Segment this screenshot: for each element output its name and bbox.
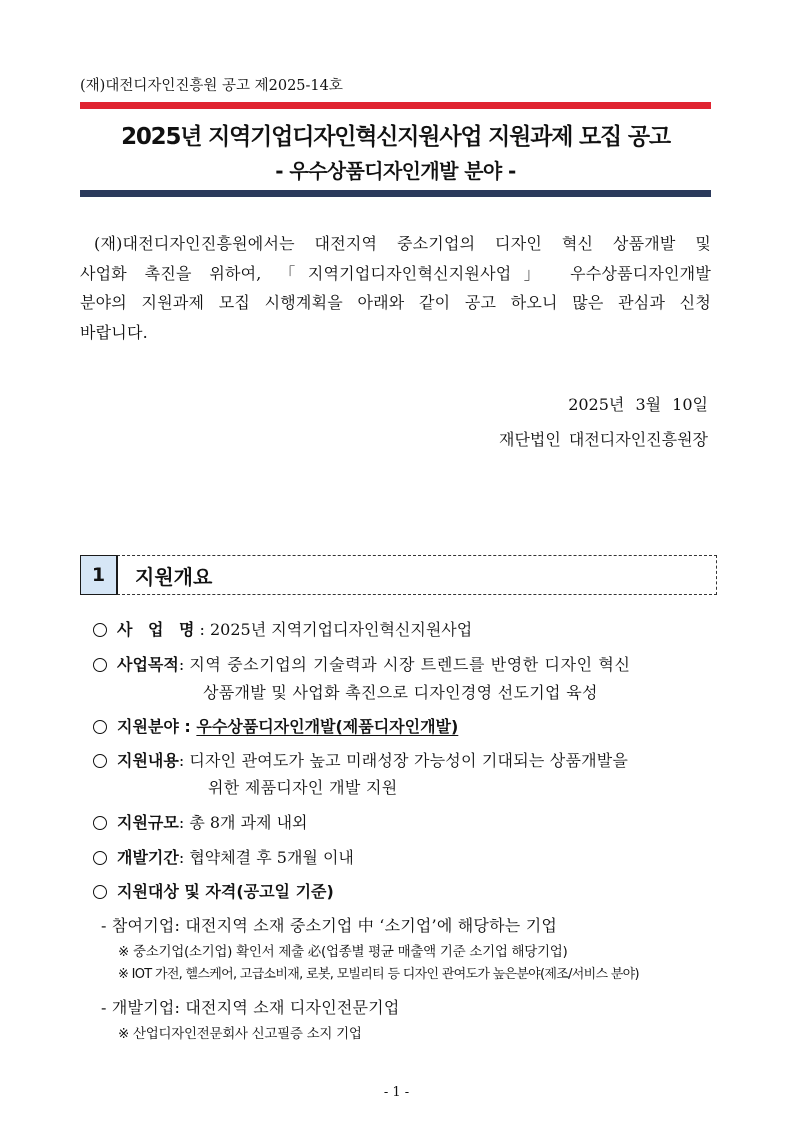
item-separator: : xyxy=(178,717,197,736)
eligibility-note: ※ 산업디자인전문회사 신고필증 소지 기업 xyxy=(118,1026,362,1042)
item-text: 총 8개 과제 내외 xyxy=(189,813,308,832)
item-label: 지원분야 xyxy=(117,717,179,736)
circle-bullet-icon xyxy=(93,720,107,734)
item-text: 디자인 관여도가 높고 미래성장 가능성이 기대되는 상품개발을 xyxy=(189,751,629,770)
issuing-organization: 재단법인 대전디자인진흥원장 xyxy=(498,430,708,449)
document-subtitle: - 우수상품디자인개발 분야 - xyxy=(275,159,516,183)
item-text: 지역 중소기업의 기술력과 시장 트렌드를 반영한 디자인 혁신 xyxy=(189,655,631,674)
item-text: 협약체결 후 5개월 이내 xyxy=(189,848,354,867)
title-bottom-rule xyxy=(80,190,711,197)
eligibility-developer: - 개발기업: 대전지역 소재 디자인전문기업 xyxy=(101,998,400,1017)
list-item xyxy=(93,748,628,771)
circle-bullet-icon xyxy=(93,851,107,865)
circle-bullet-icon xyxy=(93,658,107,672)
page-number: - 1 - xyxy=(383,1085,410,1100)
item-text-continued: 상품개발 및 사업화 촉진으로 디자인경영 선도기업 육성 xyxy=(203,683,598,702)
announcement-date: 2025년 3월 10일 xyxy=(568,395,708,414)
item-text-continued: 위한 제품디자인 개발 지원 xyxy=(208,778,398,797)
item-text: 2025년 지역기업디자인혁신지원사업 xyxy=(210,620,473,639)
item-label: 지원내용 xyxy=(117,751,179,770)
eligibility-note: ※ IOT 가전, 헬스케어, 고급소비재, 로봇, 모빌리티 등 디자인 관여도가 높은분야(제조/서비스 분야) xyxy=(118,967,639,982)
list-item xyxy=(93,879,334,902)
circle-bullet-icon xyxy=(93,816,107,830)
item-label: 지원규모 xyxy=(117,813,179,832)
item-label: 개발기간 xyxy=(117,848,179,867)
eligibility-participant: - 참여기업: 대전지역 소재 중소기업 中 ‘소기업’에 해당하는 기업 xyxy=(101,916,558,935)
item-separator: : xyxy=(178,848,185,867)
list-item xyxy=(93,652,631,675)
list-item xyxy=(93,617,472,640)
announcement-reference: (재)대전디자인진흥원 공고 제2025-14호 xyxy=(80,78,343,94)
item-text: 우수상품디자인개발(제품디자인개발) xyxy=(196,717,459,736)
item-label: 사업목적 xyxy=(117,655,179,674)
circle-bullet-icon xyxy=(93,623,107,637)
list-item xyxy=(93,845,354,868)
circle-bullet-icon xyxy=(93,754,107,768)
item-separator: : xyxy=(178,751,185,770)
section-number: 1 xyxy=(80,555,117,595)
intro-line: 사업화 촉진을 위하여, 「지역기업디자인혁신지원사업」 우수상품디자인개발 xyxy=(80,263,711,283)
list-item xyxy=(93,810,308,833)
item-separator: : xyxy=(199,620,205,639)
intro-line: 바랍니다. xyxy=(80,322,148,342)
item-label: 사 업 명 xyxy=(117,620,200,639)
title-top-rule xyxy=(80,102,711,109)
intro-line: (재)대전디자인진흥원에서는 대전지역 중소기업의 디자인 혁신 상품개발 및 xyxy=(94,234,711,253)
document-title: 2025년 지역기업디자인혁신지원사업 지원과제 모집 공고 xyxy=(121,124,670,150)
item-label: 지원대상 및 자격(공고일 기준) xyxy=(117,882,334,901)
intro-paragraph xyxy=(80,229,711,347)
item-separator: : xyxy=(178,813,185,832)
intro-line: 분야의 지원과제 모집 시행계획을 아래와 같이 공고 하오니 많은 관심과 신청 xyxy=(80,293,711,312)
eligibility-note: ※ 중소기업(소기업) 확인서 제출 必(업종별 평균 매출액 기준 소기업 해당기업) xyxy=(118,944,568,960)
list-item xyxy=(93,714,458,737)
circle-bullet-icon xyxy=(93,885,107,899)
item-separator: : xyxy=(178,655,185,674)
section-title: 지원개요 xyxy=(117,555,717,595)
